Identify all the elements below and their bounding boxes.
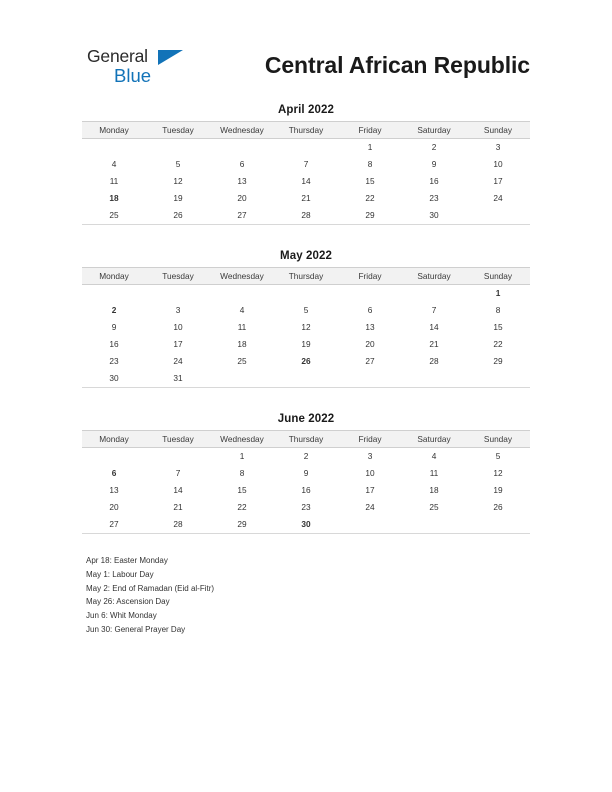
day-cell-holiday[interactable]: 26 — [301, 356, 311, 366]
weekday-header-thursday: Thursday — [274, 122, 338, 139]
day-cell-holiday[interactable]: 1 — [495, 288, 501, 298]
day-cell[interactable]: 4 — [431, 451, 437, 461]
page-title: Central African Republic — [264, 52, 530, 78]
day-cell-empty — [402, 516, 466, 534]
day-cell[interactable]: 1 — [239, 451, 245, 461]
weekday-header-thursday: Thursday — [274, 268, 338, 285]
day-cell-empty — [338, 370, 402, 388]
week-row — [82, 190, 530, 207]
day-cell[interactable]: 22 — [493, 339, 503, 349]
month-title: June 2022 — [277, 413, 335, 425]
day-cell[interactable]: 19 — [301, 339, 311, 349]
day-cell[interactable]: 5 — [303, 305, 309, 315]
day-cell[interactable]: 12 — [301, 322, 311, 332]
weekday-header-monday: Monday — [82, 431, 146, 448]
day-cell-empty — [82, 448, 146, 466]
weekday-header-tuesday: Tuesday — [146, 268, 210, 285]
day-cell[interactable]: 5 — [495, 451, 501, 461]
day-cell-empty — [274, 139, 338, 157]
day-cell[interactable]: 16 — [429, 176, 439, 186]
week-row — [82, 139, 530, 157]
week-row — [82, 370, 530, 388]
day-cell-empty — [210, 139, 274, 157]
day-cell[interactable]: 20 — [365, 339, 375, 349]
day-cell[interactable]: 28 — [429, 356, 439, 366]
day-cell[interactable]: 13 — [109, 485, 119, 495]
weekday-header-saturday: Saturday — [402, 431, 466, 448]
day-cell[interactable]: 9 — [303, 468, 309, 478]
day-cell[interactable]: 13 — [237, 176, 247, 186]
day-cell[interactable]: 18 — [429, 485, 439, 495]
month-title: May 2022 — [280, 250, 332, 262]
day-cell[interactable]: 29 — [210, 516, 274, 534]
logo-text-blue: Blue — [114, 65, 152, 86]
day-cell[interactable]: 7 — [431, 305, 437, 315]
day-cell[interactable]: 17 — [493, 176, 503, 186]
day-cell-empty — [466, 370, 530, 388]
day-cell[interactable]: 8 — [239, 468, 245, 478]
week-row — [82, 516, 530, 534]
week-row — [82, 482, 530, 499]
day-cell[interactable]: 14 — [173, 485, 183, 495]
day-cell[interactable]: 4 — [111, 159, 117, 169]
day-cell[interactable]: 20 — [109, 502, 119, 512]
day-cell[interactable]: 4 — [239, 305, 245, 315]
day-cell[interactable]: 30 — [402, 207, 466, 225]
day-cell[interactable]: 22 — [237, 502, 247, 512]
month-calendar-table — [82, 121, 530, 225]
weekday-header-row — [82, 431, 530, 448]
weekday-header-friday: Friday — [338, 122, 402, 139]
day-cell[interactable]: 23 — [301, 502, 311, 512]
day-cell[interactable]: 9 — [431, 159, 437, 169]
day-cell[interactable]: 2 — [431, 142, 437, 152]
day-cell-empty — [274, 285, 338, 303]
holiday-legend-item: May 26: Ascension Day — [86, 597, 170, 607]
page-header — [0, 0, 612, 100]
day-cell-empty — [146, 139, 210, 157]
holiday-legend-item: Apr 18: Easter Monday — [86, 556, 168, 565]
weekday-header-monday: Monday — [82, 122, 146, 139]
day-cell-empty — [338, 516, 402, 534]
day-cell[interactable]: 15 — [365, 176, 375, 186]
day-cell[interactable]: 21 — [301, 193, 311, 203]
day-cell[interactable]: 29 — [493, 356, 503, 366]
day-cell[interactable]: 3 — [367, 451, 373, 461]
day-cell[interactable]: 22 — [365, 193, 375, 203]
weekday-header-saturday: Saturday — [402, 122, 466, 139]
day-cell[interactable]: 15 — [493, 322, 503, 332]
month-title: April 2022 — [278, 104, 334, 116]
day-cell[interactable]: 28 — [274, 207, 338, 225]
weekday-header-sunday: Sunday — [466, 431, 530, 448]
day-cell[interactable]: 3 — [175, 305, 181, 315]
day-cell[interactable]: 18 — [237, 339, 247, 349]
day-cell[interactable]: 25 — [429, 502, 439, 512]
week-row — [82, 465, 530, 482]
weekday-header-wednesday: Wednesday — [210, 431, 274, 448]
generalblue-logo[interactable] — [87, 46, 202, 90]
day-cell-holiday[interactable]: 18 — [109, 193, 119, 203]
day-cell[interactable]: 12 — [493, 468, 503, 478]
day-cell[interactable]: 11 — [109, 176, 119, 186]
day-cell[interactable]: 25 — [237, 356, 247, 366]
day-cell[interactable]: 1 — [367, 142, 373, 152]
day-cell[interactable]: 11 — [429, 468, 439, 478]
day-cell[interactable]: 24 — [493, 193, 503, 203]
day-cell[interactable]: 27 — [82, 516, 146, 534]
day-cell[interactable]: 11 — [237, 322, 247, 332]
holiday-legend — [86, 554, 506, 637]
day-cell-empty — [146, 448, 210, 466]
day-cell-empty — [82, 139, 146, 157]
day-cell[interactable]: 26 — [146, 207, 210, 225]
month-block — [82, 104, 530, 225]
day-cell[interactable]: 9 — [111, 322, 117, 332]
week-row — [82, 302, 530, 319]
day-cell[interactable]: 2 — [303, 451, 309, 461]
day-cell-empty — [82, 285, 146, 303]
day-cell-empty — [402, 285, 466, 303]
day-cell-holiday[interactable]: 2 — [111, 305, 117, 315]
day-cell[interactable]: 19 — [173, 193, 183, 203]
day-cell[interactable]: 23 — [109, 356, 119, 366]
day-cell[interactable]: 12 — [173, 176, 183, 186]
day-cell[interactable]: 28 — [146, 516, 210, 534]
calendar-months-container — [82, 104, 530, 559]
day-cell-empty — [210, 285, 274, 303]
day-cell[interactable]: 7 — [303, 159, 309, 169]
weekday-header-tuesday: Tuesday — [146, 122, 210, 139]
day-cell[interactable]: 20 — [237, 193, 247, 203]
weekday-header-friday: Friday — [338, 431, 402, 448]
day-cell[interactable]: 16 — [301, 485, 311, 495]
day-cell[interactable]: 6 — [239, 159, 245, 169]
day-cell[interactable]: 24 — [365, 502, 375, 512]
week-row — [82, 448, 530, 466]
day-cell[interactable]: 17 — [365, 485, 375, 495]
month-calendar-table — [82, 267, 530, 388]
day-cell[interactable]: 19 — [493, 485, 503, 495]
day-cell[interactable]: 25 — [82, 207, 146, 225]
day-cell[interactable]: 3 — [495, 142, 501, 152]
weekday-header-monday: Monday — [82, 268, 146, 285]
day-cell[interactable]: 24 — [173, 356, 183, 366]
day-cell-empty — [274, 370, 338, 388]
week-row — [82, 353, 530, 370]
weekday-header-wednesday: Wednesday — [210, 122, 274, 139]
day-cell[interactable]: 23 — [429, 193, 439, 203]
day-cell[interactable]: 8 — [367, 159, 373, 169]
holiday-legend-item: May 2: End of Ramadan (Eid al-Fitr) — [86, 583, 215, 593]
day-cell-holiday[interactable]: 6 — [111, 468, 117, 478]
week-row — [82, 207, 530, 225]
day-cell-empty — [146, 285, 210, 303]
weekday-header-thursday: Thursday — [274, 431, 338, 448]
week-row — [82, 173, 530, 190]
holiday-legend-item: Jun 30: General Prayer Day — [86, 624, 186, 634]
day-cell[interactable]: 31 — [146, 370, 210, 388]
weekday-header-saturday: Saturday — [402, 268, 466, 285]
day-cell-empty — [210, 370, 274, 388]
day-cell[interactable]: 21 — [173, 502, 183, 512]
day-cell[interactable]: 5 — [175, 159, 181, 169]
month-block — [82, 413, 530, 534]
day-cell[interactable]: 15 — [237, 485, 247, 495]
day-cell[interactable]: 10 — [173, 322, 183, 332]
day-cell[interactable]: 29 — [338, 207, 402, 225]
holiday-legend-item: Jun 6: Whit Monday — [86, 611, 157, 621]
day-cell[interactable]: 6 — [367, 305, 373, 315]
logo-text-general: General — [87, 46, 148, 66]
day-cell[interactable]: 14 — [429, 322, 439, 332]
day-cell[interactable]: 13 — [365, 322, 375, 332]
weekday-header-row — [82, 122, 530, 139]
day-cell[interactable]: 7 — [175, 468, 181, 478]
day-cell[interactable]: 8 — [495, 305, 501, 315]
day-cell[interactable]: 16 — [109, 339, 119, 349]
week-row — [82, 336, 530, 353]
day-cell[interactable]: 21 — [429, 339, 439, 349]
week-row — [82, 156, 530, 173]
week-row — [82, 319, 530, 336]
day-cell[interactable]: 10 — [493, 159, 503, 169]
week-row — [82, 285, 530, 303]
holiday-legend-item: May 1: Labour Day — [86, 569, 154, 579]
month-calendar-table — [82, 430, 530, 534]
day-cell[interactable]: 17 — [173, 339, 183, 349]
weekday-header-tuesday: Tuesday — [146, 431, 210, 448]
day-cell-empty — [466, 207, 530, 225]
day-cell-empty — [402, 370, 466, 388]
week-row — [82, 499, 530, 516]
logo-triangle-icon — [158, 50, 183, 65]
weekday-header-sunday: Sunday — [466, 122, 530, 139]
weekday-header-friday: Friday — [338, 268, 402, 285]
day-cell[interactable]: 10 — [365, 468, 375, 478]
day-cell[interactable]: 26 — [493, 502, 503, 512]
day-cell-empty — [338, 285, 402, 303]
day-cell-empty — [466, 516, 530, 534]
day-cell[interactable]: 27 — [210, 207, 274, 225]
weekday-header-row — [82, 268, 530, 285]
day-cell[interactable]: 27 — [365, 356, 375, 366]
month-block — [82, 250, 530, 388]
day-cell[interactable]: 14 — [301, 176, 311, 186]
day-cell[interactable]: 30 — [82, 370, 146, 388]
weekday-header-sunday: Sunday — [466, 268, 530, 285]
day-cell-holiday[interactable]: 30 — [274, 516, 338, 534]
weekday-header-wednesday: Wednesday — [210, 268, 274, 285]
